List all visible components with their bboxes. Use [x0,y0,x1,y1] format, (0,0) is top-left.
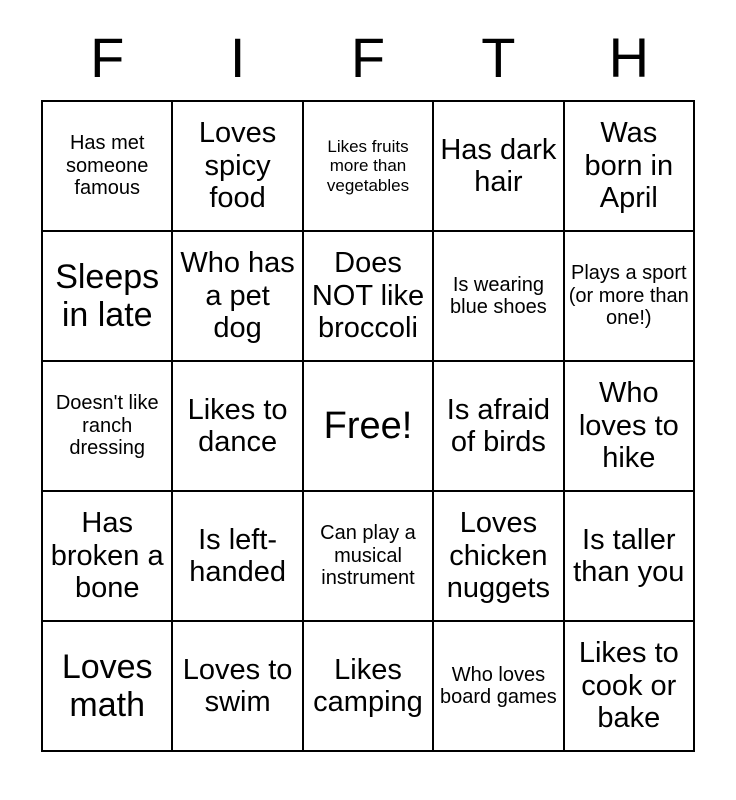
bingo-cell[interactable] [434,102,564,232]
bingo-cell-label: Does NOT like broccoli [311,247,425,345]
bingo-header-letter: H [608,26,650,89]
bingo-cell[interactable] [565,492,695,622]
bingo-cell-label: Is taller than you [573,523,685,588]
bingo-cell[interactable] [43,622,173,752]
bingo-header-letter: T [481,26,516,89]
bingo-cell-label: Likes to dance [187,393,288,458]
bingo-cell-label: Likes camping [313,653,423,718]
bingo-cell-label: Is left-handed [189,523,286,588]
bingo-cell-label: Loves spicy food [198,117,277,215]
bingo-cell[interactable] [304,232,434,362]
bingo-cell-label: Likes fruits more than vegetables [326,137,410,195]
bingo-cell-label: Plays a sport (or more than one!) [568,262,689,330]
bingo-cell[interactable] [565,622,695,752]
bingo-cell-label: Free! [323,404,413,447]
bingo-cell[interactable] [43,362,173,492]
bingo-cell[interactable] [304,622,434,752]
bingo-cell-label: Can play a musical instrument [320,522,416,590]
bingo-cell[interactable] [565,362,695,492]
bingo-cell[interactable] [434,232,564,362]
bingo-cell-label: Loves chicken nuggets [446,507,550,605]
bingo-cell-label: Is afraid of birds [446,393,550,458]
bingo-cell-label: Likes to cook or bake [578,637,679,735]
bingo-cell[interactable] [173,362,303,492]
bingo-header-row [42,26,694,90]
bingo-cell[interactable] [434,362,564,492]
bingo-cell[interactable] [43,232,173,362]
bingo-cell-label: Has broken a bone [50,507,164,605]
bingo-cell-label: Loves to swim [182,653,293,718]
bingo-cell-label: Doesn't like ranch dressing [55,392,159,460]
bingo-cell-label: Is wearing blue shoes [450,273,547,318]
bingo-cell-label: Has dark hair [440,133,557,198]
bingo-cell-free[interactable] [304,362,434,492]
bingo-cell[interactable] [173,232,303,362]
bingo-cell[interactable] [43,492,173,622]
bingo-cell-label: Who has a pet dog [180,247,295,345]
bingo-header-letter: F [90,26,125,89]
bingo-cell[interactable] [434,492,564,622]
bingo-cell[interactable] [43,102,173,232]
bingo-cell[interactable] [173,102,303,232]
bingo-header-letter: F [350,26,386,89]
bingo-cell[interactable] [434,622,564,752]
bingo-grid [41,100,695,752]
bingo-cell[interactable] [173,492,303,622]
bingo-cell[interactable] [565,232,695,362]
bingo-cell-label: Was born in April [584,117,674,215]
bingo-cell-label: Who loves to hike [578,377,679,475]
bingo-cell[interactable] [173,622,303,752]
bingo-cell[interactable] [304,102,434,232]
bingo-cell-label: Loves math [61,647,153,724]
bingo-cell-label: Sleeps in late [55,257,160,334]
bingo-cell[interactable] [565,102,695,232]
bingo-cell[interactable] [304,492,434,622]
bingo-cell-label: Has met someone famous [66,132,149,200]
bingo-cell-label: Who loves board games [440,663,557,708]
bingo-header-letter: I [229,26,246,89]
